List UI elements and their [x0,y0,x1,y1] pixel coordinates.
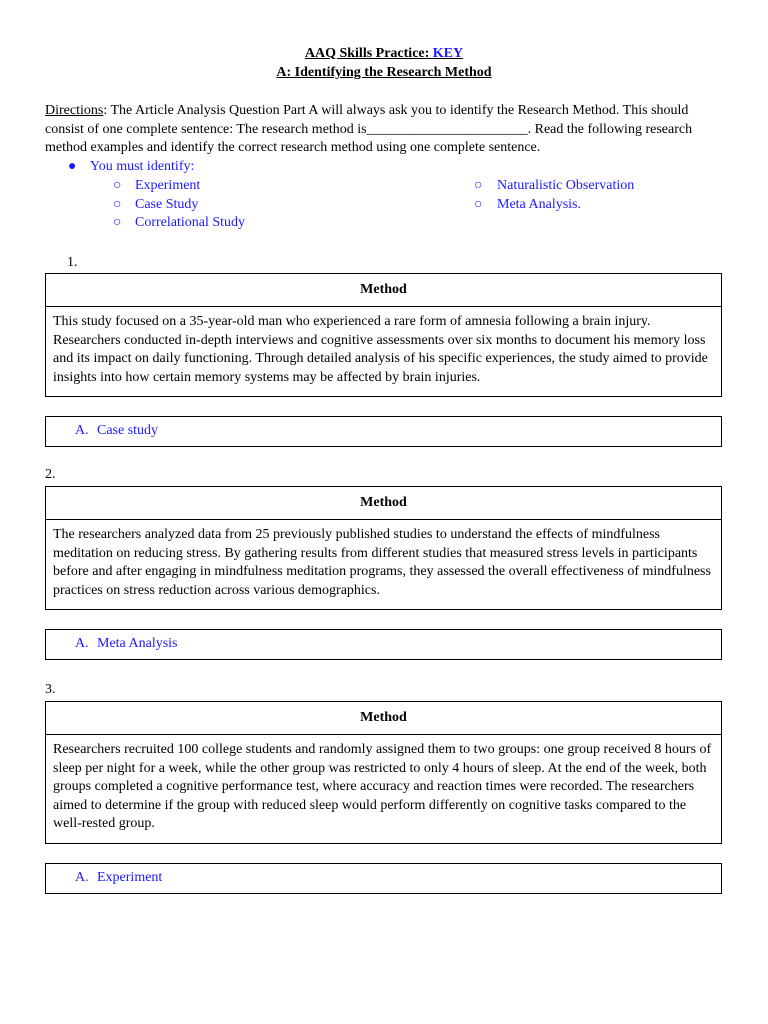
method-box [45,486,722,610]
answer-text: Case study [97,423,159,438]
circle-bullet-icon: ○ [474,178,483,193]
question-number: 1. [67,255,78,270]
method-box-body: This study focused on a 35-year-old man who experienced a rare form of amnesia following a brain injury. Researchers conducted in-depth interviews and cognitive assessments over six months to document his memory loss and its impact on daily functioning. Through detailed analysis of his specific experiences, the study aimed to provide insights into how certain memory systems may be affected by brain injuries. [53,314,708,385]
circle-bullet-icon: ○ [113,178,122,193]
page-title [0,45,768,63]
method-box [45,701,722,844]
title-prefix: AAQ Skills Practice: [304,46,430,61]
directions-label: Directions [45,103,104,118]
method-box-body: Researchers recruited 100 college students and randomly assigned them to two groups: one group received 8 hours of sleep per night for a week, while the other group was restricted to only 4 hours of sleep. At the end of the week, both groups completed a cognitive performance test, where accuracy and reaction times were recorded. The researchers aimed to determine if the group with reduced sleep would perform differently on cognitive tasks compared to the well-rested group. [53,742,712,831]
method-box-header: Method [46,487,721,520]
method-item-label: Naturalistic Observation [497,178,635,193]
answer-box [45,629,722,660]
circle-bullet-icon: ○ [113,215,122,230]
circle-bullet-icon: ○ [474,196,483,212]
method-item-label: Experiment [135,178,201,193]
answer-letter: A. [75,636,89,651]
method-box [45,273,722,397]
bullet-dot-icon: ● [68,159,77,174]
method-item-label: Case Study [135,196,199,212]
answer-box [45,863,722,894]
answer-text: Meta Analysis [97,636,178,651]
answer-letter: A. [75,423,89,438]
answer-text: Experiment [97,870,163,885]
method-item-label: Meta Analysis. [497,196,581,212]
answer-letter: A. [75,870,89,885]
question-number: 3. [45,682,56,697]
question-number: 2. [45,467,56,482]
identify-label: You must identify: [90,159,195,174]
method-box-body: The researchers analyzed data from 25 previously published studies to understand the effects of mindfulness meditation on reducing stress. By gathering results from different studies that measured stress levels in participants before and after engaging in mindfulness meditation programs, they assessed the overall effectiveness of mindfulness practices on stress reduction across various demographics. [53,527,711,598]
circle-bullet-icon: ○ [113,196,122,212]
method-box-header: Method [46,274,721,307]
method-box-header: Method [46,702,721,735]
directions-paragraph [45,102,725,158]
page-subtitle: A: Identifying the Research Method [276,65,492,80]
title-key: KEY [432,46,464,61]
answer-box [45,416,722,447]
method-item-label: Correlational Study [135,215,246,230]
directions-text: : The Article Analysis Question Part A will always ask you to identify the Research Method. This should consist of one complete sentence: The research method is_______________________. Read the following research method examples and identify the correct research method using one complete sentence. [45,103,693,155]
